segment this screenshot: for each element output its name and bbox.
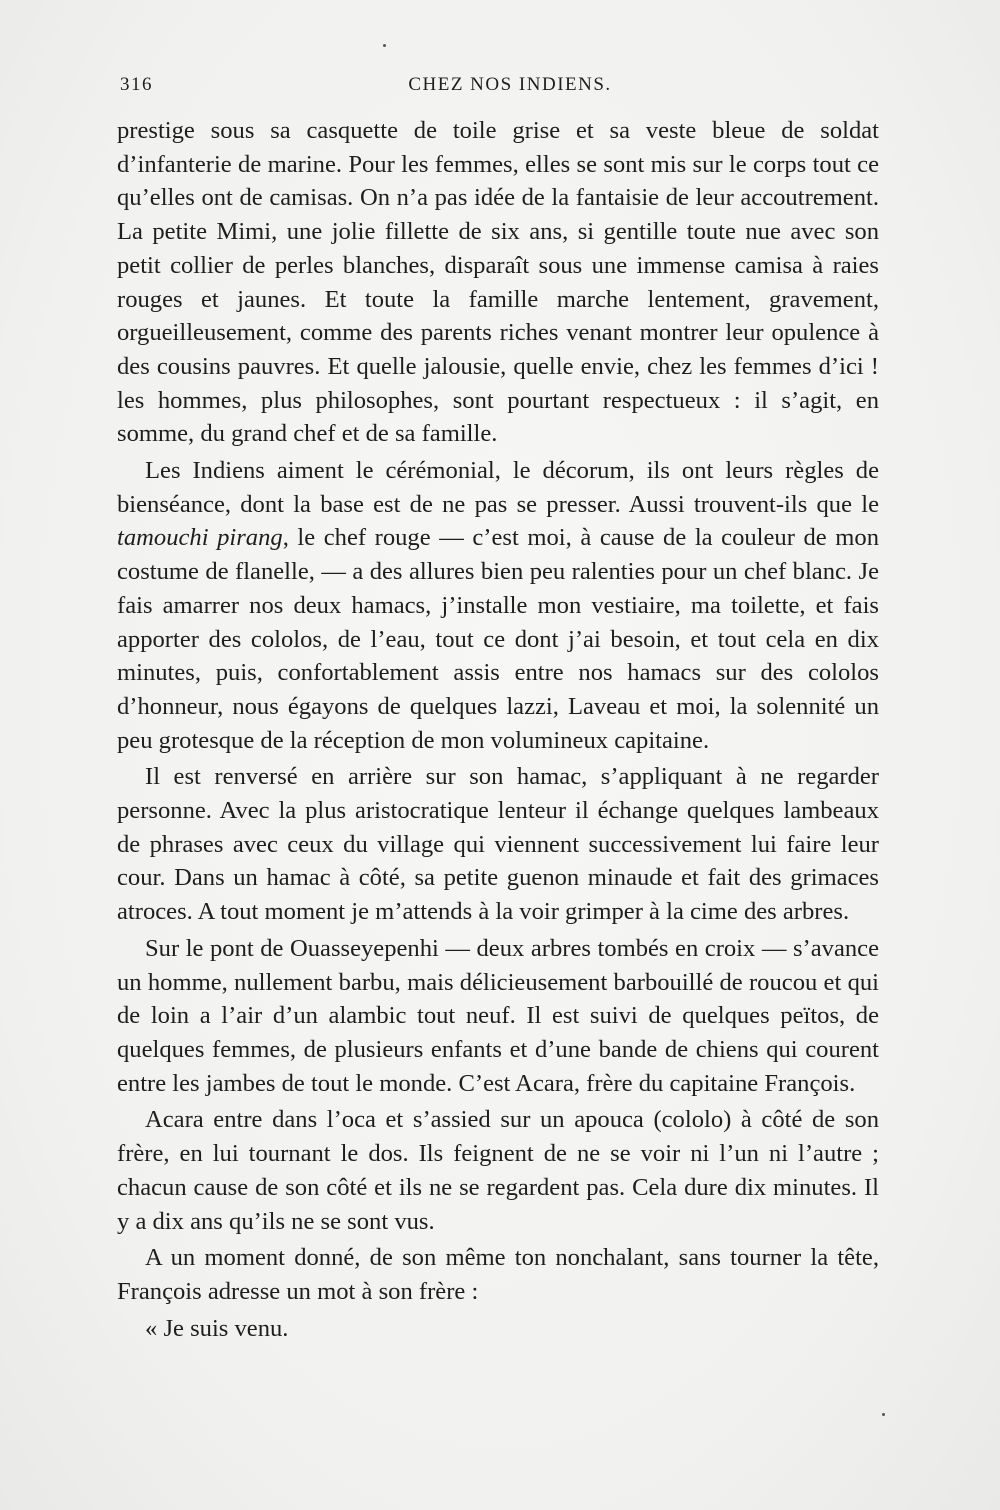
italic-phrase: tamouchi pirang <box>117 524 283 552</box>
paragraph-text: Les Indiens aiment le cérémonial, le décorum, ils ont leurs règles de bienséance, dont la base est de ne pas se presser. Aussi trouvent-ils que le <box>117 457 879 518</box>
scan-speck <box>882 1413 885 1416</box>
running-title: CHEZ NOS INDIENS. <box>408 74 612 95</box>
paragraph-text: , le chef rouge — c’est moi, à cause de la couleur de mon costume de flanelle, — a des allures bien peu ralenties pour un chef blanc. Je fais amarrer nos deux hamacs, j’installe mon vestiaire, ma toilette, et fais apporter des cololos, de l’eau, tout ce dont j’ai besoin, et tout cela en dix minutes, puis, confortablement assis entre nos hamacs sur des cololos d’honneur, nous égayons de quelques lazzi, Laveau et moi, la solennité un peu grotesque de la réception de mon volumineux capitaine. <box>117 524 879 754</box>
paragraph <box>117 760 879 929</box>
page-number: 316 <box>120 74 153 95</box>
paragraph-text: Acara entre dans l’oca et s’assied sur un apouca (cololo) à côté de son frère, en lui tournant le dos. Ils feignent de ne se voir ni l’un ni l’autre ; chacun cause de son côté et ils ne se regardent pas. Cela dure dix minutes. Il y a dix ans qu’ils ne se sont vus. <box>117 1106 879 1235</box>
scan-speck <box>383 44 386 47</box>
paragraph-text: « Je suis venu. <box>145 1314 289 1342</box>
paragraph <box>117 1312 879 1346</box>
running-head <box>120 74 880 104</box>
paragraph <box>117 1241 879 1308</box>
paragraph <box>117 932 879 1101</box>
paragraph-text: A un moment donné, de son même ton nonchalant, sans tourner la tête, François adresse un mot à son frère : <box>117 1244 879 1305</box>
paragraph-text: Il est renversé en arrière sur son hamac, s’appliquant à ne regarder personne. Avec la plus aristocratique lenteur il échange quelques lambeaux de phrases avec ceux du village qui viennent successivement lui faire leur cour. Dans un hamac à côté, sa petite guenon minaude et fait des grimaces atroces. A tout moment je m’attends à la voir grimper à la cime des arbres. <box>117 763 879 926</box>
paragraph-text: prestige sous sa casquette de toile grise et sa veste bleue de soldat d’infanterie de marine. Pour les femmes, elles se sont mis sur le corps tout ce qu’elles ont de camisas. On n’a pas idée de la fantaisie de leur accoutrement. La petite Mimi, une jolie fillette de six ans, si gentille toute nue avec son petit collier de perles blanches, disparaît sous une immense camisa à raies rouges et jaunes. Et toute la famille marche lentement, gravement, orgueilleusement, comme des parents riches venant montrer leur opulence à des cousins pauvres. Et quelle jalousie, quelle envie, chez les femmes d’ici ! les hommes, plus philosophes, sont pourtant respectueux : il s’agit, en somme, du grand chef et de sa famille. <box>117 117 879 448</box>
body-text <box>117 114 879 1345</box>
paragraph <box>117 1103 879 1238</box>
paragraph <box>117 454 879 757</box>
paragraph <box>117 114 879 451</box>
paragraph-text: Sur le pont de Ouasseyepenhi — deux arbres tombés en croix — s’avance un homme, nullement barbu, mais délicieusement barbouillé de roucou et qui de loin a l’air d’un alambic tout neuf. Il est suivi de quelques peïtos, de quelques femmes, de plusieurs enfants et d’une bande de chiens qui courent entre les jambes de tout le monde. C’est Acara, frère du capitaine François. <box>117 934 879 1097</box>
